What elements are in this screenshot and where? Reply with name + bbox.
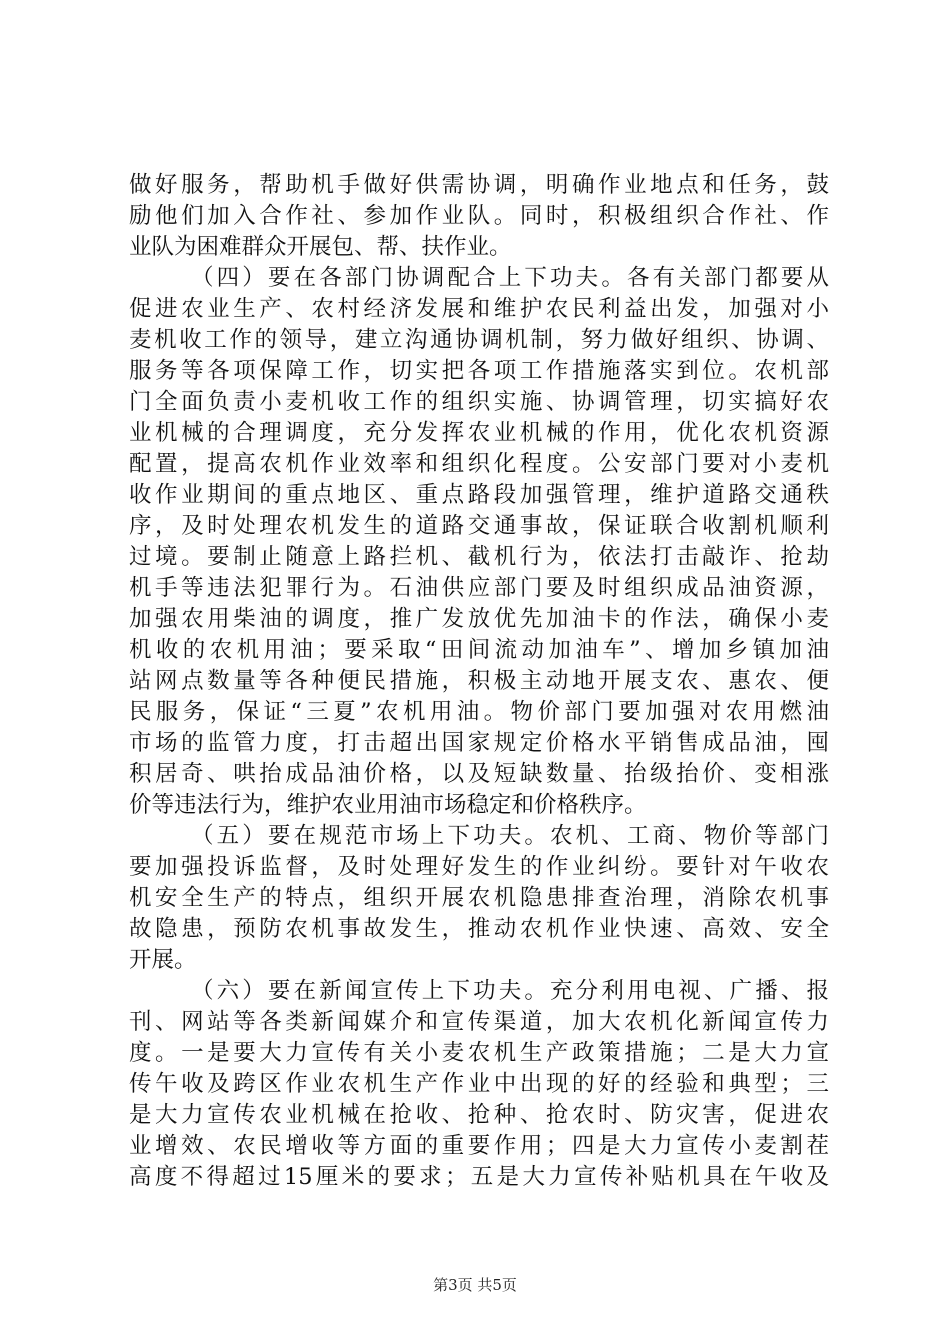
- text-line: 民服务，保证“三夏”农机用油。物价部门要加强对农用燃油: [129, 699, 829, 725]
- text-line: 是大力宣传农业机械在抢收、抢种、抢农时、防灾害，促进农: [129, 1102, 829, 1128]
- text-line: 服务等各项保障工作，切实把各项工作措施落实到位。农机部: [129, 358, 829, 384]
- text-line: 序，及时处理农机发生的道路交通事故，保证联合收割机顺利: [129, 513, 829, 539]
- text-line: 业增效、农民增收等方面的重要作用；四是大力宣传小麦割茬: [129, 1133, 829, 1159]
- text-line: 要加强投诉监督，及时处理好发生的作业纠纷。要针对午收农: [129, 854, 829, 880]
- text-line: 开展。: [129, 947, 197, 973]
- text-line: 市场的监管力度，打击超出国家规定价格水平销售成品油，囤: [129, 730, 829, 756]
- text-line: 麦机收工作的领导，建立沟通协调机制，努力做好组织、协调、: [129, 327, 829, 353]
- text-line: 传午收及跨区作业农机生产作业中出现的好的经验和典型；三: [129, 1071, 829, 1097]
- text-line: 过境。要制止随意上路拦机、截机行为，依法打击敲诈、抢劫: [129, 544, 829, 570]
- paragraph-start-line: （六）要在新闻宣传上下功夫。充分利用电视、广播、报: [191, 978, 829, 1004]
- text-line: 业机械的合理调度，充分发挥农业机械的作用，优化农机资源: [129, 420, 829, 446]
- text-line: 促进农业生产、农村经济发展和维护农民利益出发，加强对小: [129, 296, 829, 322]
- text-line: 收作业期间的重点地区、重点路段加强管理，维护道路交通秩: [129, 482, 829, 508]
- text-line: 业队为困难群众开展包、帮、扶作业。: [129, 234, 512, 260]
- page-footer: [0, 1275, 950, 1295]
- text-line: 价等违法行为，维护农业用油市场稳定和价格秩序。: [129, 792, 647, 818]
- document-body: [129, 170, 829, 1193]
- text-line: 故隐患，预防农机事故发生，推动农机作业快速、高效、安全: [129, 916, 829, 942]
- text-line: 机收的农机用油；要采取“田间流动加油车”、增加乡镇加油: [129, 637, 829, 663]
- paragraph-start-line: （五）要在规范市场上下功夫。农机、工商、物价等部门: [191, 823, 829, 849]
- text-line: 门全面负责小麦机收工作的组织实施、协调管理，切实搞好农: [129, 389, 829, 415]
- text-line: 励他们加入合作社、参加作业队。同时，积极组织合作社、作: [129, 203, 829, 229]
- text-line: 高度不得超过15厘米的要求；五是大力宣传补贴机具在午收及: [129, 1164, 829, 1190]
- text-line: 机安全生产的特点，组织开展农机隐患排查治理，消除农机事: [129, 885, 829, 911]
- page-number-indicator: 第3页 共5页: [433, 1276, 517, 1294]
- paragraph-start-line: （四）要在各部门协调配合上下功夫。各有关部门都要从: [191, 265, 829, 291]
- text-line: 度。一是要大力宣传有关小麦农机生产政策措施；二是大力宣: [129, 1040, 829, 1066]
- text-line: 配置，提高农机作业效率和组织化程度。公安部门要对小麦机: [129, 451, 829, 477]
- text-line: 站网点数量等各种便民措施，积极主动地开展支农、惠农、便: [129, 668, 829, 694]
- text-line: 做好服务，帮助机手做好供需协调，明确作业地点和任务，鼓: [129, 172, 829, 198]
- text-line: 刊、网站等各类新闻媒介和宣传渠道，加大农机化新闻宣传力: [129, 1009, 829, 1035]
- text-line: 积居奇、哄抬成品油价格，以及短缺数量、抬级抬价、变相涨: [129, 761, 829, 787]
- text-line: 机手等违法犯罪行为。石油供应部门要及时组织成品油资源，: [129, 575, 829, 601]
- text-line: 加强农用柴油的调度，推广发放优先加油卡的作法，确保小麦: [129, 606, 829, 632]
